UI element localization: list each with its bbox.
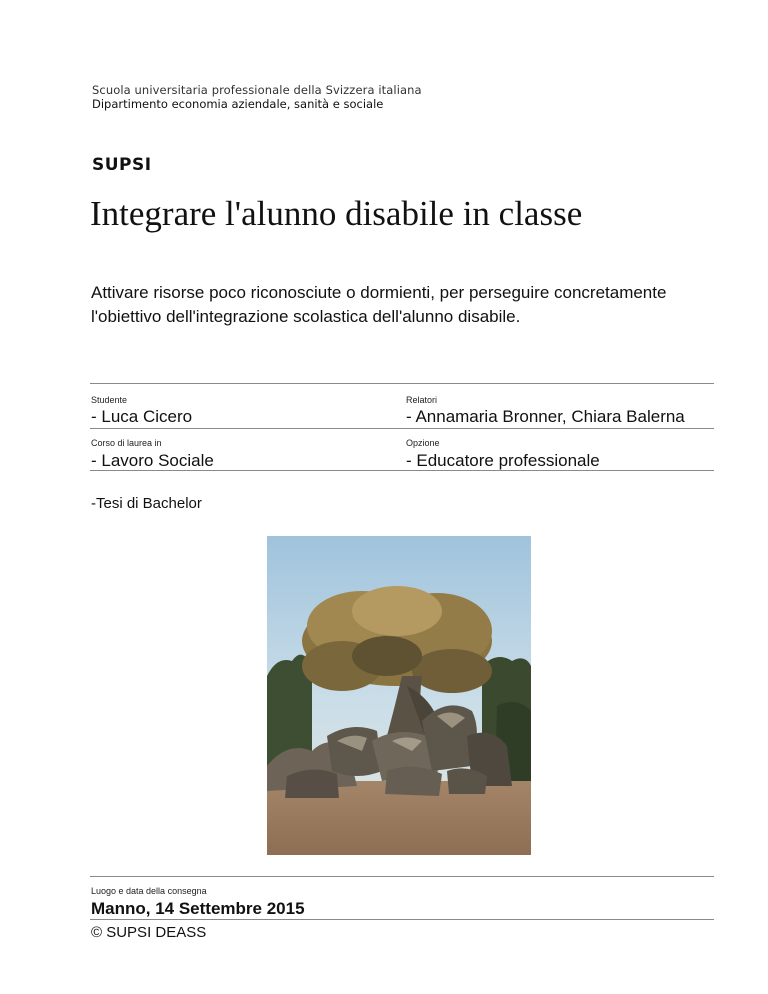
details-bottom-rule <box>90 470 714 471</box>
details-middle-rule <box>90 428 714 429</box>
footer-top-rule <box>90 876 714 877</box>
place-date-label: Luogo e data della consegna <box>91 886 207 896</box>
student-label: Studente <box>91 395 128 405</box>
cover-photo <box>267 536 531 855</box>
supervisors-value: - Annamaria Bronner, Chiara Balerna <box>406 407 685 426</box>
details-top-rule <box>90 383 714 384</box>
course-value: - Lavoro Sociale <box>91 451 214 470</box>
supervisors-label: Relatori <box>406 395 438 405</box>
page-title: Integrare l'alunno disabile in classe <box>90 194 583 233</box>
thesis-type: -Tesi di Bachelor <box>91 495 202 512</box>
option-value: - Educatore professionale <box>406 451 600 470</box>
department-name: Dipartimento economia aziendale, sanità e sociale <box>92 97 384 111</box>
course-label: Corso di laurea in <box>91 438 162 448</box>
supsi-logo: SUPSI <box>92 155 152 175</box>
copyright: © SUPSI DEASS <box>91 924 207 941</box>
place-date-value: Manno, 14 Settembre 2015 <box>91 899 305 918</box>
page-subtitle: Attivare risorse poco riconosciute o dormienti, per perseguire concretamente l'obiettivo dell'integrazione scolastica dell'alunno disabile. <box>91 283 667 326</box>
option-label: Opzione <box>406 438 440 448</box>
footer-bottom-rule <box>90 919 714 920</box>
student-value: - Luca Cicero <box>91 407 193 426</box>
institution-name: Scuola universitaria professionale della Svizzera italiana <box>92 83 422 97</box>
